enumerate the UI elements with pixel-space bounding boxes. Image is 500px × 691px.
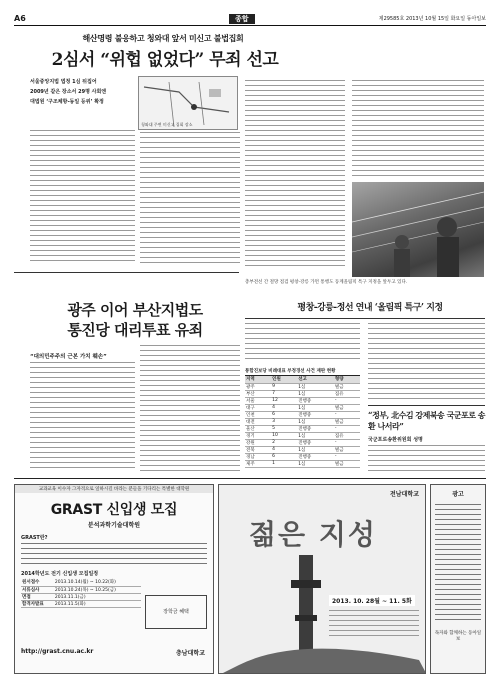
divider [245,318,485,319]
schedule-title: 2014학년도 전기 신입생 모집일정 [21,571,99,577]
schedule-date: 2013.10.24(목) ~ 10.25(금) [54,586,141,593]
military-photo [352,182,484,277]
table-cell: - [334,411,360,418]
schedule-label: 서류심사 [21,586,54,593]
table-row [245,453,360,460]
table-cell: 벌금 [334,418,360,425]
table-cell: 1심 [297,432,334,439]
article1-text-col2 [140,132,240,265]
table-cell: 전북 [245,446,271,453]
table-cell: 1심 [297,383,334,390]
table-cell: - [334,439,360,446]
article5-headline: “정부, 北수김 강제북송 국군포로 송환 나서라” [368,410,485,431]
table-row [245,397,360,404]
table-cell: 집유 [334,432,360,439]
schedule-label: 면접 [21,593,54,600]
ad-section-divider [14,478,486,479]
table-cell: 진행중 [297,453,334,460]
schedule-row [21,586,141,593]
article1-kicker: 해산명령 불응하고 청와대 앞서 미신고 불법집회 [82,34,244,43]
table-cell: 대구 [245,404,271,411]
table-row [245,390,360,397]
ad-section-heading: GRAST란? [21,535,48,541]
table-cell: 1심 [297,390,334,397]
column-header: 지역 [245,376,271,383]
table-row [245,432,360,439]
table-row [245,460,360,467]
table-row [245,383,360,390]
table-cell: 진행중 [297,425,334,432]
table-cell: 서울 [245,397,271,404]
section-label: 종합 [229,14,255,24]
jnu-dates: 2013. 10. 28월 ~ 11. 5화 [329,595,415,606]
map-graphic [138,76,238,130]
table-row [245,446,360,453]
table-cell: 6 [271,453,297,460]
subhead-3: 대법원 ‘구조체항-동일 등위’ 확정 [30,99,104,105]
table-cell: 2 [271,439,297,446]
table-cell: 10 [271,432,297,439]
table-cell: 집유 [334,390,360,397]
article3-headline-line2: 통진당 대리투표 유죄 [67,321,203,339]
university-logo: 충남대학교 [176,650,205,657]
article2-headline: 평창-강릉-정선 연내 ‘올림픽 특구’ 지정 [297,303,443,313]
schedule-table [21,579,141,608]
table-cell: 6 [271,411,297,418]
ad-description [21,543,207,567]
divider [14,272,239,273]
table-row [245,418,360,425]
subhead-2: 2009년 같은 장소서 29명 사회엔 [30,89,107,95]
jnu-logo: 전남대학교 [390,491,419,498]
table-cell: 5 [271,425,297,432]
table-cell: 9 [271,383,297,390]
article1-text-col1 [30,130,135,265]
ad-banner: 교과교육 이수자 그자격으로 일하시길 바라는 분들을 기다리는 특별한 대학원 [15,485,213,493]
schedule-row [21,579,141,586]
table-cell: 울산 [245,425,271,432]
table-title: 통합진보당 비례대표 부정경선 사건 재판 현황 [245,368,360,376]
page-number: A6 [14,14,26,23]
article2-text-col1 [245,323,360,363]
right-column-text [352,80,484,180]
article1-text-col3 [245,80,345,270]
table-cell: 광주 [245,383,271,390]
article3-text-col1 [30,362,135,472]
table-row [245,404,360,411]
table-cell: - [334,453,360,460]
table-cell: 1심 [297,418,334,425]
article5-subhead: 국군포로송환위원회 성명 [368,437,423,443]
table-cell: 진행중 [297,411,334,418]
ad-url[interactable]: http://grast.cnu.ac.kr [21,648,94,655]
schedule-date: 2013.11.5(화) [54,600,141,607]
tower-illustration [219,485,426,674]
ad-subtitle: 분석과학기술대학원 [87,522,141,529]
schedule-row [21,600,141,607]
table-cell: 1 [271,460,297,467]
jnu-ad [218,484,426,674]
table-cell: 벌금 [334,383,360,390]
ad-title: GRAST 신입생 모집 [50,502,178,518]
article5-text [368,445,485,475]
table-cell: 1심 [297,404,334,411]
table-cell: 벌금 [334,404,360,411]
table-cell: 강원 [245,439,271,446]
article1-subheads [30,77,130,107]
map-caption: 청와대 주변 미신고 집회 장소 [141,122,193,127]
side-ad-title: 광고 [452,491,464,498]
table-cell: 7 [271,390,297,397]
schedule-row [21,593,141,600]
jnu-slogan: 젊은 지성 [249,518,377,551]
table-cell: 3 [271,418,297,425]
side-ad-body: 독자와 함께하는 동아일보 [434,631,482,642]
table-cell: 1심 [297,446,334,453]
article3-headline [30,300,240,340]
table-cell: 4 [271,404,297,411]
table-row [245,439,360,446]
article3-subhead: “대의민주주의 근본 가치 훼손” [30,354,107,360]
table-cell: 12 [271,397,297,404]
photo-overlay [352,182,484,277]
table-cell: 제주 [245,460,271,467]
article2-text-col2 [368,323,485,403]
photo-caption: 총부전선 간 철망 점검 평창-강릉 가면 통행도 동계올림픽 특구 지정을 앞두고 있다. [245,280,408,285]
table-cell: 1심 [297,460,334,467]
table-row [245,411,360,418]
table-cell: - [334,397,360,404]
schedule-date: 2013.10.14(월) ~ 10.22(화) [54,579,141,586]
article3-text-col2 [140,345,240,472]
table-cell: 부산 [245,390,271,397]
page-header [14,14,486,26]
schedule-label: 원서접수 [21,579,54,586]
table-cell: 진행중 [297,397,334,404]
table-cell: 벌금 [334,446,360,453]
benefits-box: 장학금 혜택 [145,595,207,629]
table-cell: 대전 [245,418,271,425]
column-header: 형량 [334,376,360,383]
table-cell: 경남 [245,453,271,460]
trial-table-box [245,368,360,468]
jnu-info-text [329,610,419,640]
article1-headline: 2심서 “위헙 없었다” 무죄 선고 [51,50,279,70]
table-header-row [245,376,360,383]
table-cell: 인천 [245,411,271,418]
table-cell: 진행중 [297,439,334,446]
trial-table [245,376,360,468]
table-cell: 벌금 [334,460,360,467]
side-ad [430,484,486,674]
schedule-date: 2013.11.1(금) [54,593,141,600]
table-cell: - [334,425,360,432]
table-cell: 4 [271,446,297,453]
schedule-label: 합격자발표 [21,600,54,607]
issue-info: 제29585호 2013년 10월 15일 화요일 동아일보 [378,16,486,22]
column-header: 인원 [271,376,297,383]
side-ad-text [435,504,481,624]
table-row [245,425,360,432]
table-cell: 경기 [245,432,271,439]
divider [368,405,485,406]
subhead-1: 서울중앙지법 법정 1심 뒤집어 [30,79,97,85]
grast-ad [14,484,214,674]
article3-headline-line1: 광주 이어 부산지법도 [67,301,203,319]
column-header: 선고 [297,376,334,383]
